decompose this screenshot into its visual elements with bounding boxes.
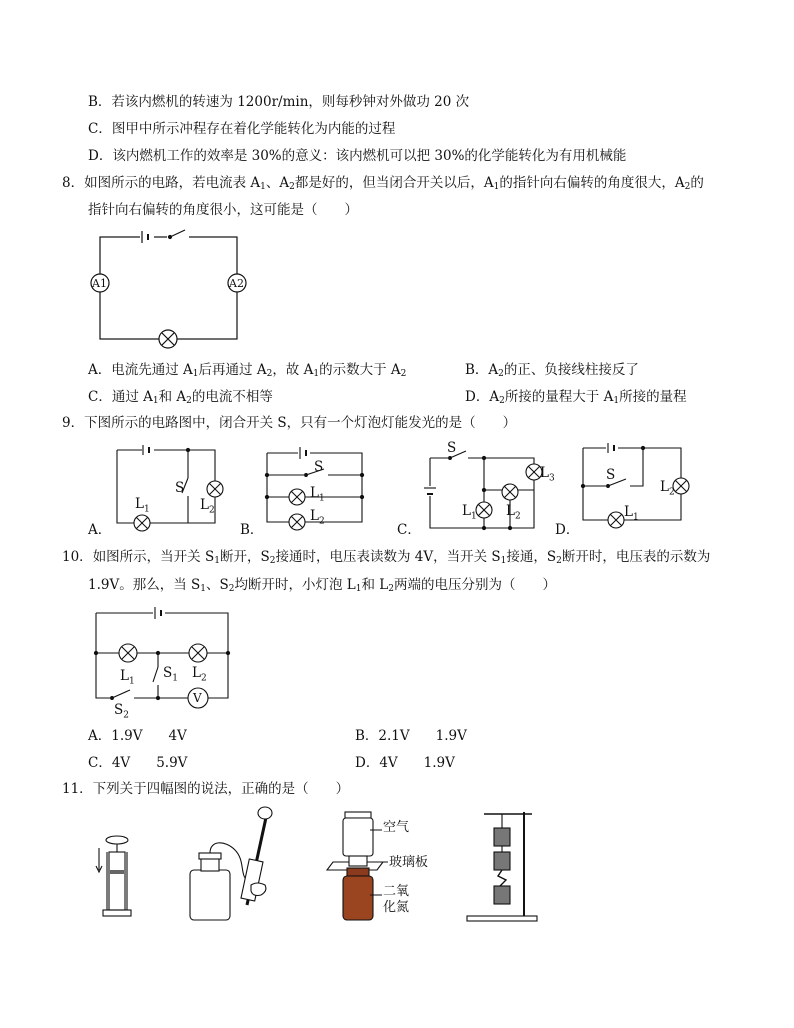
q9d-label-l2: $L_2$ <box>660 479 675 498</box>
q11-label-air: 空气 <box>383 820 410 835</box>
q9-fig-letter-b: B． <box>240 522 264 538</box>
q11-stem: 11．下列关于四幅图的说法，正确的是（ ） <box>62 781 350 797</box>
q10-label-l2: $L_2$ <box>192 665 207 684</box>
q8-option-d: D．$A_2$所接的量程大于 $A_1$所接的量程 <box>465 389 687 406</box>
q10-label-l1: $L_1$ <box>120 668 135 687</box>
q11-fig-lead-blocks <box>462 808 542 923</box>
q9c-label-l2: $L_2$ <box>506 503 521 522</box>
q8-circuit-figure <box>85 225 250 350</box>
q8-fig-label-a2: A2 <box>229 277 244 290</box>
q11-label-glass: 玻璃板 <box>389 855 429 870</box>
q10-option-d: D．4V 1.9V <box>355 755 455 771</box>
q9b-label-s: S <box>314 459 324 475</box>
q10-voltmeter-label: V <box>193 691 202 705</box>
q10-stem-line2: 1.9V。那么，当 $S_1$、$S_2$均断开时，小灯泡 $L_1$和 $L_2$两端的电压分别为（ ） <box>88 577 556 594</box>
q11-label-no2-line1: 二氧 <box>383 884 410 899</box>
q9d-label-l1: $L_1$ <box>624 504 639 523</box>
q9a-label-l1: $L_1$ <box>135 496 150 515</box>
q7-option-d: D．该内燃机工作的效率是 30%的意义：该内燃机可以把 30%的化学能转化为有用机械能 <box>88 148 627 164</box>
q10-option-c: C．4V 5.9V <box>88 755 188 771</box>
q8-option-b: B．$A_2$的正、负接线柱接反了 <box>465 362 639 379</box>
q8-stem-line2: 指针向右偏转的角度很小，这可能是（ ） <box>88 202 358 218</box>
q10-option-a: A．1.9V 4V <box>88 728 187 744</box>
q9c-label-s: S <box>447 440 457 456</box>
q9-stem: 9．下图所示的电路图中，闭合开关 S，只有一个灯泡灯能发光的是（ ） <box>62 415 517 431</box>
q8-option-c: C．通过 $A_1$和 $A_2$的电流不相等 <box>88 389 273 406</box>
q9b-label-l1: $L_1$ <box>310 485 325 504</box>
q10-label-s1: $S_1$ <box>163 665 178 684</box>
q11-label-no2-line2: 化氮 <box>383 900 410 915</box>
q9a-label-s: S <box>175 480 185 496</box>
q8-stem-line1: 8．如图所示的电路，若电流表 $A_1$、$A_2$都是好的，但当闭合开关以后，$A_1$的指针向右偏转的角度很大，$A_2$的 <box>62 175 704 192</box>
q9-fig-letter-d: D． <box>555 522 580 538</box>
q9a-label-l2: $L_2$ <box>200 497 215 516</box>
q8-option-a: A．电流先通过 $A_1$后再通过 $A_2$，故 $A_1$的示数大于 $A_2$ <box>88 362 407 379</box>
q11-fig-compression-syringe <box>95 830 140 925</box>
q11-fig3-leader-lines <box>370 827 395 907</box>
q9c-label-l3: $L_3$ <box>540 465 555 484</box>
q9d-label-s: S <box>606 467 616 483</box>
q10-option-b: B．2.1V 1.9V <box>355 728 467 744</box>
q9-fig-letter-a: A． <box>88 522 112 538</box>
q11-fig-bottle-pump <box>185 805 285 923</box>
q9b-label-l2: $L_2$ <box>310 508 325 527</box>
q9c-label-l1: $L_1$ <box>462 503 477 522</box>
q8-fig-label-a1: A1 <box>92 277 107 290</box>
q10-stem-line1: 10．如图所示，当开关 $S_1$断开，$S_2$接通时，电压表读数为 4V，当开关 $S_1$接通，$S_2$断开时，电压表的示数为 <box>62 549 711 566</box>
q10-circuit-figure <box>88 603 238 713</box>
q9-circuit-c <box>422 448 547 533</box>
q9-fig-letter-c: C． <box>397 522 421 538</box>
q7-option-c: C．图甲中所示冲程存在着化学能转化为内能的过程 <box>88 121 396 137</box>
q7-option-b: B．若该内燃机的转速为 1200r/min，则每秒钟对外做功 20 次 <box>88 94 470 110</box>
q10-label-s2: $S_2$ <box>114 702 129 721</box>
